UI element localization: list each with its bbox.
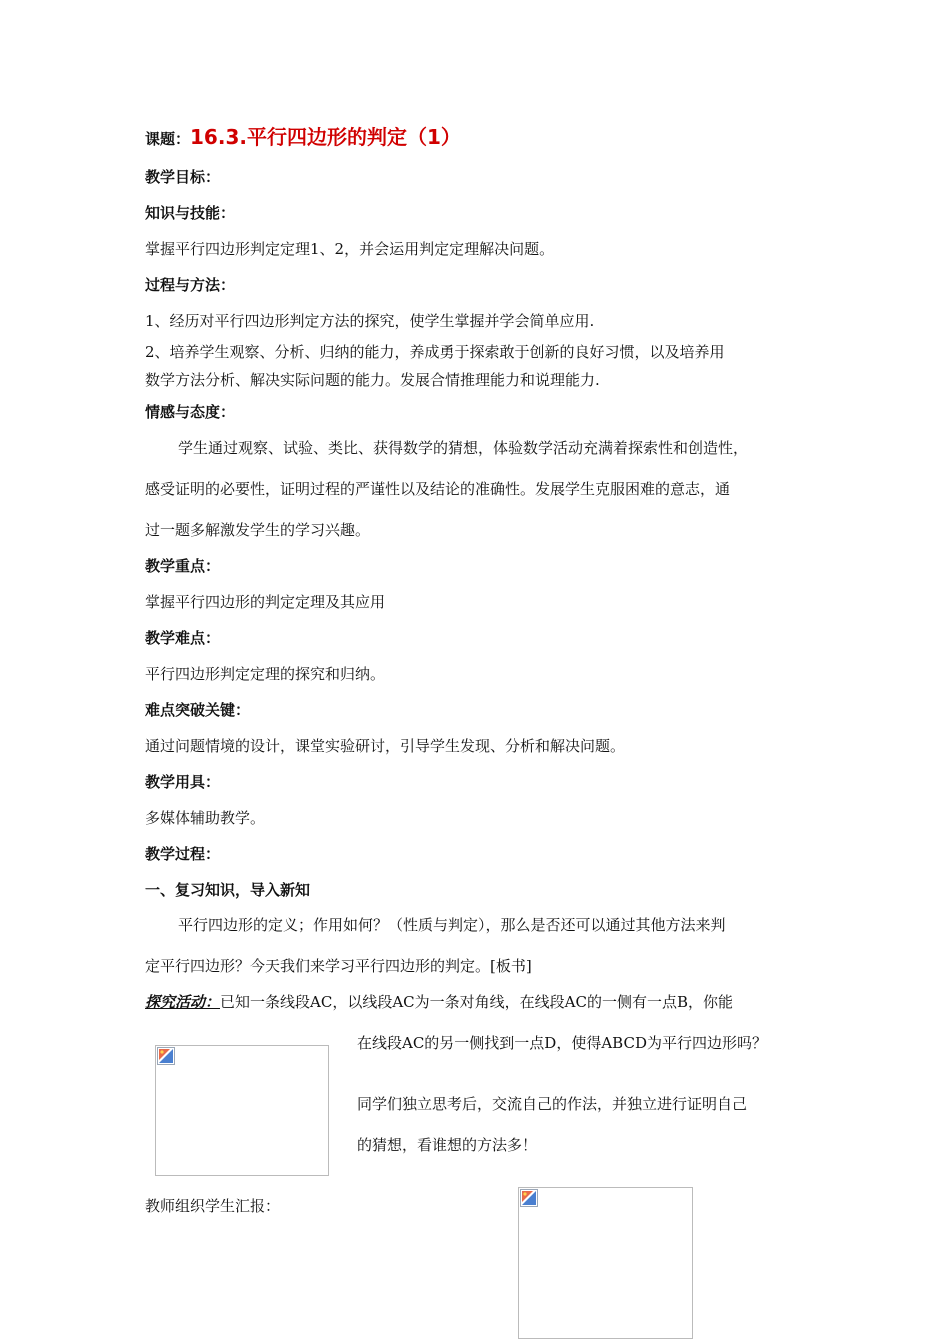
process-item-2b: 数学方法分析、解决实际问题的能力。发展合情推理能力和说理能力. <box>145 371 600 389</box>
key-heading: 教学重点： <box>145 557 221 575</box>
explore-line <box>145 992 733 1012</box>
explore-text-3: 同学们独立思考后，交流自己的作法，并独立进行证明自己 <box>357 1095 748 1113</box>
step1-text-2: 定平行四边形？今天我们来学习平行四边形的判定。[板书] <box>145 957 532 975</box>
objectives-heading: 教学目标： <box>145 168 221 186</box>
step1-heading: 一、复习知识，导入新知 <box>145 881 311 899</box>
report-text: 教师组织学生汇报： <box>145 1197 281 1215</box>
breakthrough-heading: 难点突破关键： <box>145 701 251 719</box>
explore-text-1: 已知一条线段AC，以线段AC为一条对角线，在线段AC的一侧有一点B，你能 <box>220 993 733 1011</box>
emotion-text-1: 学生通过观察、试验、类比、获得数学的猜想，体验数学活动充满着探索性和创造性， <box>178 439 749 457</box>
title-text: 16.3.平行四边形的判定（1） <box>190 125 461 149</box>
emotion-heading: 情感与态度： <box>145 403 236 421</box>
emotion-text-2: 感受证明的必要性，证明过程的严谨性以及结论的准确性。发展学生克服困难的意志，通 <box>145 480 731 498</box>
difficulty-heading: 教学难点： <box>145 629 221 647</box>
explore-text-4: 的猜想，看谁想的方法多！ <box>357 1136 538 1154</box>
difficulty-text: 平行四边形判定定理的探究和归纳。 <box>145 665 386 683</box>
lesson-title <box>145 127 461 149</box>
process-item-2a: 2、培养学生观察、分析、归纳的能力，养成勇于探索敢于创新的良好习惯，以及培养用 <box>145 343 725 361</box>
step1-text-1: 平行四边形的定义；作用如何？（性质与判定），那么是否还可以通过其他方法来判 <box>178 916 726 934</box>
knowledge-text: 掌握平行四边形判定定理1、2，并会运用判定定理解决问题。 <box>145 240 555 258</box>
key-text: 掌握平行四边形的判定定理及其应用 <box>145 593 386 611</box>
process-heading: 过程与方法： <box>145 276 236 294</box>
breakthrough-text: 通过问题情境的设计，课堂实验研讨，引导学生发现、分析和解决问题。 <box>145 737 626 755</box>
figure-image-1 <box>155 1045 329 1176</box>
title-label: 课题： <box>145 130 191 148</box>
broken-image-icon <box>157 1047 175 1065</box>
explore-text-2: 在线段AC的另一侧找到一点D，使得ABCD为平行四边形吗？ <box>357 1034 767 1052</box>
explore-label: 探究活动： <box>145 993 221 1011</box>
figure-image-2 <box>518 1187 693 1339</box>
emotion-text-3: 过一题多解激发学生的学习兴趣。 <box>145 521 371 539</box>
process-item-1: 1、经历对平行四边形判定方法的探究，使学生掌握并学会简单应用. <box>145 312 595 330</box>
procedure-heading: 教学过程： <box>145 845 221 863</box>
knowledge-heading: 知识与技能： <box>145 204 236 222</box>
broken-image-icon <box>520 1189 538 1207</box>
tools-heading: 教学用具： <box>145 773 221 791</box>
tools-text: 多媒体辅助教学。 <box>145 809 266 827</box>
